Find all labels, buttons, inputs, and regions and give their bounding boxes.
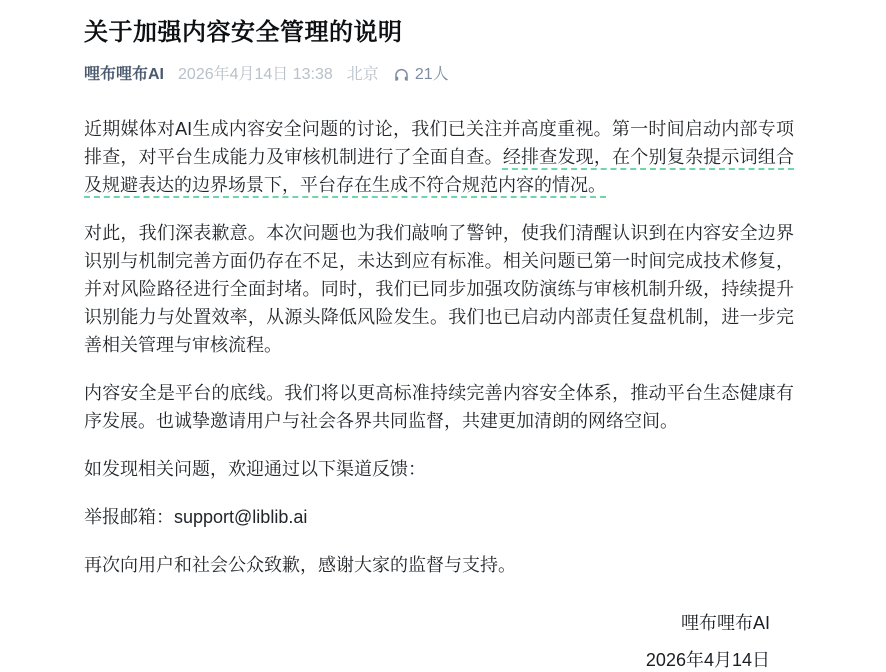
page-title: 关于加强内容安全管理的说明	[84, 19, 403, 46]
article-meta	[84, 65, 794, 85]
listeners-count: 21人	[414, 66, 449, 83]
publish-datetime: 2026年4月14日 13:38	[178, 66, 333, 83]
paragraph-4: 如发现相关问题，欢迎通过以下渠道反馈：	[84, 459, 426, 479]
signature-date: 2026年4月14日	[645, 650, 770, 670]
publish-location: 北京	[346, 66, 379, 83]
paragraph-1	[84, 115, 794, 199]
listeners-widget[interactable]	[393, 65, 449, 85]
paragraph-1-text: 近期媒体对AI生成内容安全问题的讨论，我们已关注并高度重视。第一时间启动内部专项排查，对平台生成能力及审核机制进行了全面自查。	[84, 119, 794, 167]
paragraph-3: 内容安全是平台的底线。我们将以更高标准持续完善内容安全体系，推动平台生态健康有序发展。也诚挚邀请用户与社会各界共同监督，共建更加清朗的网络空间。	[84, 383, 794, 431]
paragraph-6: 再次向用户和社会公众致歉，感谢大家的监督与支持。	[84, 555, 516, 575]
signature-name: 哩布哩布AI	[680, 613, 770, 633]
author-name[interactable]: 哩布哩布AI	[84, 66, 165, 83]
paragraph-1-flagged-text: 经排查发现，在个别复杂提示词组合及规避表达的边界场景下，平台存在生成不符合规范内容的情况。	[84, 147, 794, 195]
paragraph-2: 对此，我们深表歉意。本次问题也为我们敲响了警钟，使我们清醒认识到在内容安全边界识别与机制完善方面仍存在不足，未达到应有标准。相关问题已第一时间完成技术修复，并对风险路径进行全面封堵。同时，我们已同步加强攻防演练与审核机制升级，持续提升识别能力与处置效率，从源头降低风险发生。我们也已启动内部责任复盘机制，进一步完善相关管理与审核流程。	[84, 223, 794, 355]
signature-block	[84, 609, 794, 672]
headphones-icon	[393, 67, 410, 84]
report-email-address: support@liblib.ai	[174, 507, 308, 527]
paragraph-5	[84, 503, 794, 531]
report-email-label: 举报邮箱：	[84, 507, 174, 527]
article-body	[84, 115, 794, 579]
